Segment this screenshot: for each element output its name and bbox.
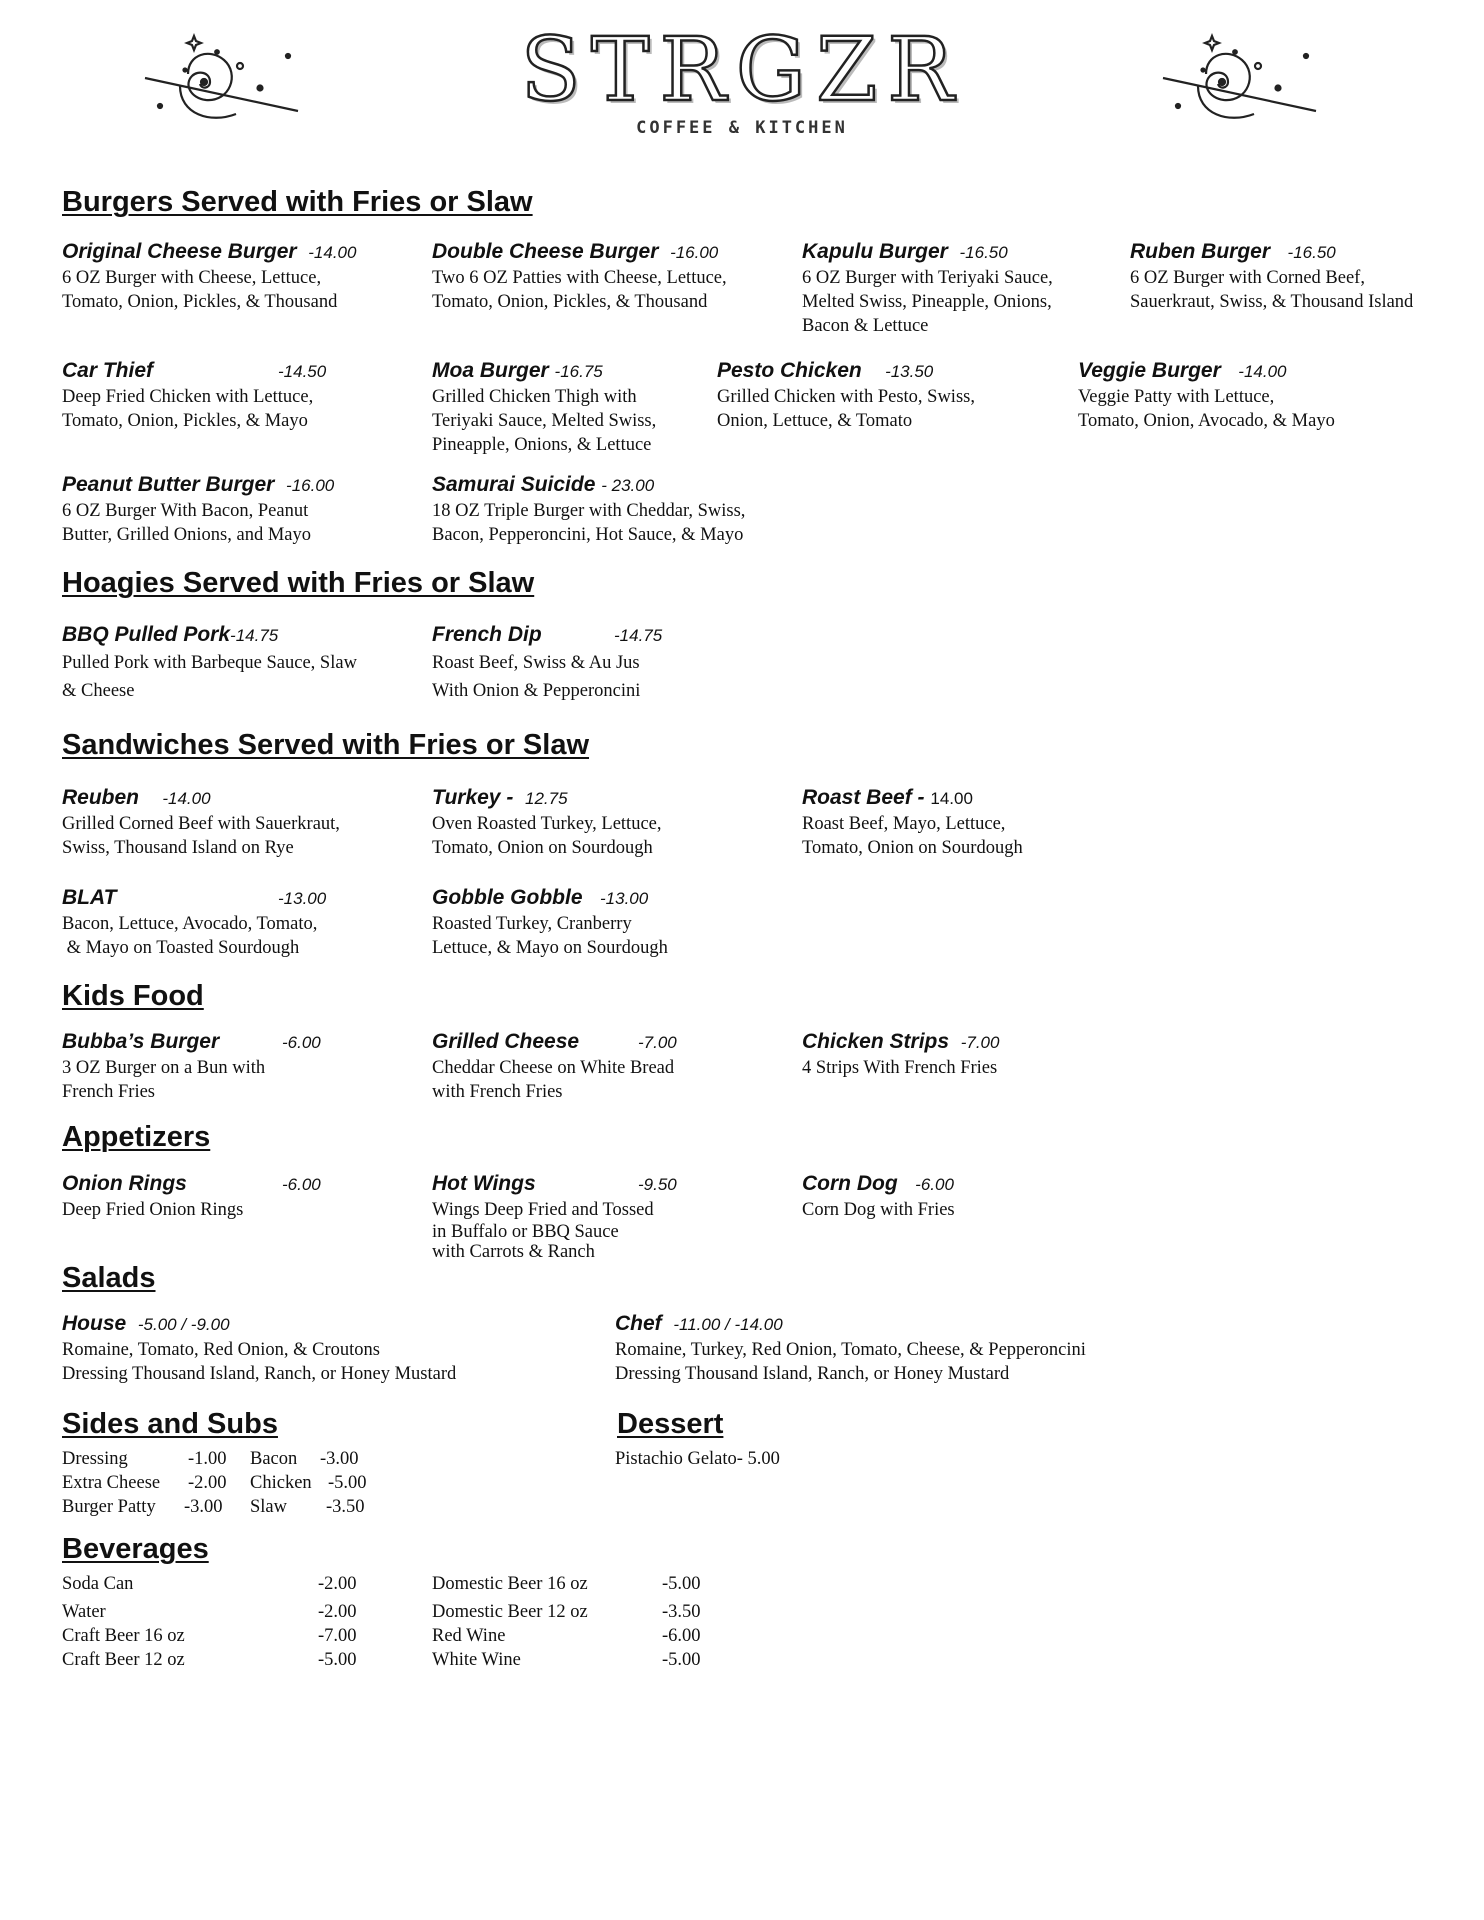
brand-name: STRGZR [520, 18, 964, 121]
item-desc-line: with French Fries [432, 1082, 563, 1102]
item-price: 12.75 [525, 789, 568, 808]
item-desc-line: Teriyaki Sauce, Melted Swiss, [432, 411, 657, 431]
menu-item-moa-burger [432, 358, 656, 457]
item-name: House [62, 1312, 127, 1335]
item-desc-line: Tomato, Onion, Pickles, & Thousand [62, 292, 338, 312]
item-price: -13.00 [600, 889, 649, 908]
beverage-price: -7.00 [318, 1626, 357, 1646]
item-desc-line: Pineapple, Onions, & Lettuce [432, 435, 652, 455]
menu-item-house-salad [62, 1311, 456, 1386]
item-desc-line: Roast Beef, Mayo, Lettuce, [802, 814, 1006, 834]
item-name: Reuben [62, 786, 140, 809]
item-desc-line: Onion, Lettuce, & Tomato [717, 411, 913, 431]
item-desc-line: Cheddar Cheese on White Bread [432, 1058, 675, 1078]
beverage-name: Domestic Beer 16 oz [432, 1574, 588, 1594]
menu-item-onion-rings [62, 1171, 321, 1222]
menu-item-original-cheese-burger [62, 239, 356, 314]
item-desc-line: Wings Deep Fried and Tossed [432, 1200, 654, 1220]
item-desc-line: Deep Fried Onion Rings [62, 1200, 244, 1220]
item-desc-line: 18 OZ Triple Burger with Cheddar, Swiss, [432, 501, 746, 521]
beverage-price: -5.00 [662, 1650, 701, 1670]
side-name: Bacon [250, 1449, 298, 1469]
item-price: -13.50 [885, 362, 934, 381]
menu-item-car-thief [62, 358, 326, 433]
section-title-kids: Kids Food [62, 980, 204, 1012]
side-price: -3.00 [320, 1449, 359, 1469]
table-row [62, 1600, 722, 1624]
item-desc-line: in Buffalo or BBQ Sauce [432, 1222, 619, 1242]
item-price: -14.00 [162, 789, 211, 808]
menu-item-pesto-chicken [717, 358, 975, 433]
item-name: BBQ Pulled Pork [62, 623, 231, 646]
item-name: Peanut Butter Burger [62, 473, 275, 496]
side-name: Dressing [62, 1449, 128, 1469]
item-name: Gobble Gobble [432, 886, 583, 909]
item-price: -16.00 [670, 243, 719, 262]
table-row [62, 1624, 722, 1648]
item-price: -14.00 [308, 243, 357, 262]
item-desc-line: Corn Dog with Fries [802, 1200, 955, 1220]
menu-item-gobble-gobble [432, 885, 668, 960]
item-price: -13.00 [278, 889, 327, 908]
beverages-table [62, 1572, 722, 1672]
item-desc-line: Deep Fried Chicken with Lettuce, [62, 387, 314, 407]
item-price: -9.50 [638, 1175, 677, 1194]
menu-item-samurai-suicide [432, 472, 745, 547]
item-desc-line: Roasted Turkey, Cranberry [432, 914, 632, 934]
item-desc-line: & Mayo on Toasted Sourdough [62, 938, 300, 958]
menu-item-chef-salad [615, 1311, 1086, 1386]
item-desc-line: Swiss, Thousand Island on Rye [62, 838, 294, 858]
dessert-item: Pistachio Gelato- 5.00 [615, 1449, 780, 1469]
item-price: -16.00 [286, 476, 335, 495]
menu-item-grilled-cheese [432, 1029, 677, 1104]
side-name: Chicken [250, 1473, 312, 1493]
menu-item-hot-wings [432, 1171, 677, 1262]
item-desc-line: French Fries [62, 1082, 155, 1102]
side-name: Burger Patty [62, 1497, 156, 1517]
item-desc-line: Two 6 OZ Patties with Cheese, Lettuce, [432, 268, 727, 288]
item-price: 14.00 [930, 789, 973, 808]
menu-item-french-dip [432, 622, 662, 705]
item-price: -16.50 [959, 243, 1008, 262]
beverage-price: -2.00 [318, 1602, 357, 1622]
item-price: -14.00 [1238, 362, 1287, 381]
item-desc-line: Sauerkraut, Swiss, & Thousand Island [1130, 292, 1414, 312]
sides-table [62, 1447, 382, 1519]
menu-item-chicken-strips [802, 1029, 999, 1080]
item-desc-line: 6 OZ Burger with Corned Beef, [1130, 268, 1365, 288]
beverage-price: -3.50 [662, 1602, 701, 1622]
item-desc-line: Veggie Patty with Lettuce, [1078, 387, 1275, 407]
item-price: -14.75 [230, 626, 279, 645]
item-desc-line: 6 OZ Burger With Bacon, Peanut [62, 501, 309, 521]
beverage-price: -2.00 [318, 1574, 357, 1594]
item-name: Chicken Strips [802, 1030, 950, 1053]
side-price: -2.00 [188, 1473, 227, 1493]
side-price: -1.00 [188, 1449, 227, 1469]
beverage-name: Craft Beer 16 oz [62, 1626, 185, 1646]
section-title-appetizers: Appetizers [62, 1121, 211, 1153]
item-name: Veggie Burger [1078, 359, 1221, 382]
item-desc-line: Grilled Chicken with Pesto, Swiss, [717, 387, 975, 407]
item-desc-line: Pulled Pork with Barbeque Sauce, Slaw [62, 653, 357, 673]
item-price: -7.00 [638, 1033, 677, 1052]
item-desc-line: Grilled Chicken Thigh with [432, 387, 637, 407]
side-price: -5.00 [328, 1473, 367, 1493]
item-price: -5.00 / -9.00 [137, 1315, 230, 1334]
item-price: -16.50 [1287, 243, 1336, 262]
item-desc-line: Melted Swiss, Pineapple, Onions, [802, 292, 1052, 312]
item-name: Double Cheese Burger [432, 240, 659, 263]
item-desc-line: 4 Strips With French Fries [802, 1058, 998, 1078]
section-title-burgers: Burgers Served with Fries or Slaw [62, 186, 533, 218]
menu-item-blat [62, 885, 326, 960]
item-price: -14.50 [278, 362, 327, 381]
table-row [62, 1648, 722, 1672]
item-desc-line: Romaine, Tomato, Red Onion, & Croutons [62, 1340, 380, 1360]
menu-item-bubbas-burger [62, 1029, 321, 1104]
beverage-price: -5.00 [318, 1650, 357, 1670]
beverage-price: -6.00 [662, 1626, 701, 1646]
item-name: Kapulu Burger [802, 240, 948, 263]
menu-item-corn-dog [802, 1171, 955, 1222]
item-price: -6.00 [282, 1033, 321, 1052]
menu-item-peanut-butter-burger [62, 472, 334, 547]
beverage-name: Red Wine [432, 1626, 506, 1646]
item-name: Chef [615, 1312, 662, 1335]
item-name: Corn Dog [802, 1172, 898, 1195]
side-name: Slaw [250, 1497, 287, 1517]
item-desc-line: Tomato, Onion, Pickles, & Thousand [432, 292, 708, 312]
menu-item-double-cheese-burger [432, 239, 727, 314]
item-desc-line: Dressing Thousand Island, Ranch, or Honey Mustard [615, 1364, 1010, 1384]
item-price: -11.00 / -14.00 [673, 1315, 783, 1334]
item-name: Roast Beef - [802, 786, 925, 809]
item-desc-line: 6 OZ Burger with Teriyaki Sauce, [802, 268, 1053, 288]
table-row [62, 1495, 382, 1519]
item-desc-line: Oven Roasted Turkey, Lettuce, [432, 814, 662, 834]
beverage-name: Soda Can [62, 1574, 134, 1594]
item-name: Samurai Suicide [432, 473, 596, 496]
item-name: Hot Wings [432, 1172, 536, 1195]
menu-item-turkey [432, 785, 662, 860]
item-desc-line: 6 OZ Burger with Cheese, Lettuce, [62, 268, 322, 288]
brand-tagline: COFFEE & KITCHEN [636, 118, 848, 138]
menu-item-kapulu-burger [802, 239, 1053, 338]
item-desc-line: Romaine, Turkey, Red Onion, Tomato, Cheese, & Pepperoncini [615, 1340, 1086, 1360]
item-price: -16.75 [554, 362, 603, 381]
item-name: Turkey - [432, 786, 514, 809]
beverage-price: -5.00 [662, 1574, 701, 1594]
item-desc-line: Tomato, Onion, Avocado, & Mayo [1078, 411, 1335, 431]
item-desc-line: Bacon, Pepperoncini, Hot Sauce, & Mayo [432, 525, 744, 545]
item-desc-line: Bacon & Lettuce [802, 316, 929, 336]
item-desc-line: Dressing Thousand Island, Ranch, or Honey Mustard [62, 1364, 457, 1384]
section-title-hoagies: Hoagies Served with Fries or Slaw [62, 567, 535, 599]
table-row [62, 1572, 722, 1600]
item-name: BLAT [62, 886, 117, 909]
menu-item-veggie-burger [1078, 358, 1335, 433]
item-desc-line: Butter, Grilled Onions, and Mayo [62, 525, 311, 545]
item-price: -14.75 [614, 626, 663, 645]
item-desc-line: Lettuce, & Mayo on Sourdough [432, 938, 668, 958]
item-desc-line: With Onion & Pepperoncini [432, 681, 641, 701]
item-price: -7.00 [960, 1033, 1000, 1052]
item-name: Original Cheese Burger [62, 240, 297, 263]
section-title-sandwiches: Sandwiches Served with Fries or Slaw [62, 729, 590, 761]
item-name: Grilled Cheese [432, 1030, 580, 1053]
item-name: Ruben Burger [1130, 240, 1271, 263]
section-title-dessert: Dessert [617, 1408, 724, 1440]
item-desc-line: Grilled Corned Beef with Sauerkraut, [62, 814, 340, 834]
section-title-sides: Sides and Subs [62, 1408, 278, 1440]
item-desc-line: with Carrots & Ranch [432, 1242, 595, 1262]
item-desc-line: Roast Beef, Swiss & Au Jus [432, 653, 640, 673]
menu-item-ruben-burger [1130, 239, 1413, 314]
item-price: -6.00 [915, 1175, 954, 1194]
menu-item-roast-beef [802, 785, 1023, 860]
item-name: Car Thief [62, 359, 154, 382]
item-name: Bubba’s Burger [62, 1030, 220, 1053]
beverage-name: Domestic Beer 12 oz [432, 1602, 588, 1622]
side-name: Extra Cheese [62, 1473, 161, 1493]
menu-item-reuben [62, 785, 340, 860]
item-desc-line: Bacon, Lettuce, Avocado, Tomato, [62, 914, 318, 934]
item-name: French Dip [432, 623, 542, 646]
section-title-beverages: Beverages [62, 1533, 209, 1565]
item-desc-line: Tomato, Onion on Sourdough [432, 838, 653, 858]
item-name: Moa Burger [432, 359, 549, 382]
beverage-name: Craft Beer 12 oz [62, 1650, 185, 1670]
menu-item-bbq-pulled-pork [62, 622, 357, 705]
section-title-salads: Salads [62, 1262, 156, 1294]
item-price: -6.00 [282, 1175, 321, 1194]
table-row [62, 1447, 382, 1471]
table-row [62, 1471, 382, 1495]
item-desc-line: Tomato, Onion, Pickles, & Mayo [62, 411, 308, 431]
item-name: Onion Rings [62, 1172, 187, 1195]
item-desc-line: Tomato, Onion on Sourdough [802, 838, 1023, 858]
item-price: - 23.00 [601, 476, 655, 495]
item-name: Pesto Chicken [717, 359, 862, 382]
item-desc-line: 3 OZ Burger on a Bun with [62, 1058, 266, 1078]
side-price: -3.50 [326, 1497, 365, 1517]
beverage-name: Water [62, 1602, 106, 1622]
item-desc-line: & Cheese [62, 681, 135, 701]
side-price: -3.00 [184, 1497, 223, 1517]
beverage-name: White Wine [432, 1650, 521, 1670]
